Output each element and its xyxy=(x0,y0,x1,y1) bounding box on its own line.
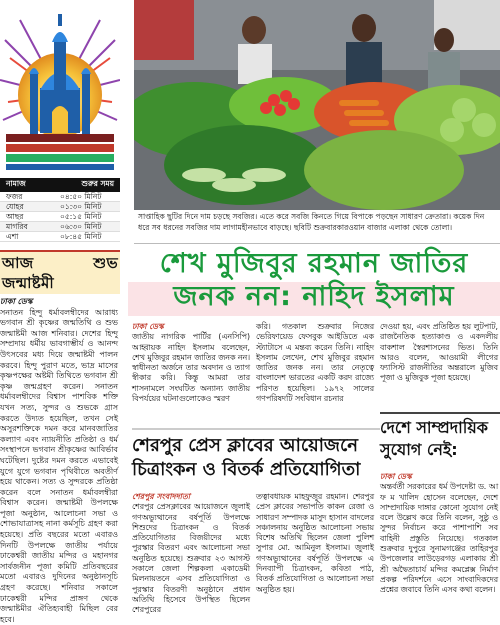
prayer-header-right: শুরুর সময় xyxy=(81,179,114,188)
article-col1-text: জাতীয় নাগরিক পার্টির (এনসিপি) আহ্বায়ক নাহিদ ইসলাম বলেছেন, শেখ মুজিবুর রহমান জাতির জনক নন। স্বাধীনতা অর্জনে তার অবদান ও ত্যাগ স্বীকার করি। কিন্তু আমরা তার শাসনামলে সংঘটিত অন্যান্য জাতীয় বিপর্যয়ের ঘটনাগুলোকেও স্মরণ xyxy=(132,332,250,404)
janmashtami-body: সনাতন হিন্দু ধর্মাবলম্বীদের আরাধ্য ভগবান শ্রী কৃষ্ণের জন্মতিথি ও শুভ জন্মাষ্টমী আজ শনিবার। দেশের হিন্দু সম্প্রদায় ধর্মীয় ভাবগাম্ভীর্য ও আনন্দ উৎসবের মধ্য দিয়ে জন্মাষ্টমী পালন করবে। হিন্দু পুরাণ মতে, ভাদ্র মাসের কৃষ্ণপক্ষের অষ্টমী তিথিতে ভগবান শ্রী কৃষ্ণ জন্মগ্রহণ করেন। সনাতন ধর্মাবলম্বীদের বিশ্বাস পাশবিক শক্তি যখন সত্য, সুন্দর ও শুভকে গ্রাস করতে উদ্যত হয়েছিল, তখন সেই অসুরশক্তিকে দমন করে মানবজাতির কল্যাণ এবং ন্যায়নীতি প্রতিষ্ঠা ও ধর্ম সংস্থাপনে ভগবান শ্রীকৃষ্ণের আবির্ভাব ঘটেছিল। দুষ্টের দমন করতে এভাবেই যুগে যুগে ভগবান পৃথিবীতে অবতীর্ণ হয়ে থাকেন। সত্য ও সুন্দরকে প্রতিষ্ঠা করেন বলে সনাতন ধর্মাবলম্বীরা বিশ্বাস করেন। জন্মাষ্টমী উপলক্ষে পূজা অনুষ্ঠান, আলোচনা সভা ও শোভাযাত্রাসহ নানা কর্মসূচি গ্রহণ করা হয়েছে। প্রতি বছরের মতো এবারও দিনটি উপলক্ষে জাতীয় পর্যায়ে ঢাকেশ্বরী জাতীয় মন্দির ও মহানগর সার্বজনীন পূজা কমিটি প্রতিবছরের মতো এবারও দুদিনের অনুষ্ঠানসূচি গ্রহণ করেছে। শনিবার সকালে ঢাকেশ্বরী মন্দির প্রাঙ্গণ থেকে জন্মাষ্টমীর ঐতিহ্যবাহী মিছিল বের হবে। xyxy=(0,307,118,624)
prayer-name: মাগরিব xyxy=(6,222,28,231)
prayer-time: ০৬:৩০ মিনিট xyxy=(60,222,102,231)
prayer-times-header xyxy=(0,178,120,192)
prayer-time: ০১:৩০ মিনিট xyxy=(60,202,102,211)
prayer-name: ফজর xyxy=(6,192,23,201)
article-dateline: ঢাকা ডেস্ক xyxy=(132,322,164,331)
press-club-dateline: শেরপুর সংবাদদাতা xyxy=(132,492,191,501)
prayer-time: ০৮:৪৫ মিনিট xyxy=(60,232,102,241)
prayer-row xyxy=(0,232,120,242)
prayer-times-table xyxy=(0,178,120,248)
janmashtami-title[interactable]: আজ শুভ জন্মাষ্টমী xyxy=(0,250,120,294)
article-column-2: করি। গতকাল শুক্রবার নিজের ভেরিফায়েড ফেসবুক আইডিতে এক স্ট্যাটাসে এ মন্তব্য করেন তিনি। নাহিদ ইসলাম লেখেন, শেখ মুজিবুর রহমান জাতির জনক নন। তার নেতৃত্বে বাংলাদেশ ভারতের একটি করদ রাজ্যে পরিণত হয়েছিল। ১৯৭২ সালের গণপরিষদটি সংবিধান রচনার xyxy=(256,322,374,404)
prayer-row xyxy=(0,212,120,222)
prayer-row xyxy=(0,202,120,212)
press-club-column-1 xyxy=(132,492,250,616)
prayer-name: যোহর xyxy=(6,202,24,211)
prayer-time: ০৪:৫০ মিনিট xyxy=(60,192,102,201)
prayer-name: আছর xyxy=(6,212,24,221)
press-club-column-2: তত্বাবধায়ক মাহফুজুর রহমান। শেরপুর প্রেস ক্লাবের সভাপতি কাকন রেজা ও সাধারণ সম্পাদক মাসুদ হাসান বাদলের সঞ্চালনায় অনুষ্ঠিত আলোচনা সভায় বিশেষ অতিথি ছিলেন জেলা পুলিশ সুপার মো. আমিনুল ইসলাম। জুলাই গণঅভ্যুত্থানের বর্ষপূর্তি উপলক্ষে এ দিনব্যাপী চিত্রাংকন, কবিতা পাঠ, বিতর্ক প্রতিযোগিতা ও আলোচনা সভা অনুষ্ঠিত হয়। xyxy=(256,492,374,594)
prayer-time: ০৫:১৫ মিনিট xyxy=(60,212,102,221)
prayer-row xyxy=(0,192,120,202)
prayer-name: এশা xyxy=(6,232,19,241)
communal-story-column xyxy=(380,472,498,596)
article-column-1 xyxy=(132,322,250,422)
communal-headline[interactable]: দেশে সাম্প্রদায়িক সুযোগ নেই: xyxy=(380,412,500,461)
press-club-headline[interactable]: শেরপুর প্রেস ক্লাবের আয়োজনে চিত্রাংকন ও বিতর্ক প্রতিযোগিতা xyxy=(132,428,380,482)
communal-body: অন্তর্বর্তী সরকারের ধর্ম উপদেষ্টা ড. আ ফ ম খালিদ হোসেন বলেছেন, দেশে সাম্প্রদায়িক দাঙ্গার কোনো সুযোগ নেই বলে উল্লেখ করে তিনি বলেন, সুষ্ঠু ও সুন্দর নির্বাচন করে পাশাপাশি সব বাহিনী প্রস্তুতি নিয়েছে। গতকাল শুক্রবার দুপুরে সুনামগঞ্জের তাহিরপুর উপজেলার লাউড়েরগড় এলাকায় শ্রী শ্রী অদ্বৈতাচার্য মন্দির কমপ্লেক্স নির্মাণ প্রকল্প পরিদর্শনে এসে সাংবাদিকদের প্রশ্নের জবাবে তিনি এসব কথা বলেন। xyxy=(380,482,498,595)
mosque-logo-icon xyxy=(0,0,120,178)
janmashtami-story[interactable] xyxy=(0,250,120,624)
main-headline[interactable]: শেখ মুজিবুর রহমান জাতির জনক নন: নাহিদ ইসলাম xyxy=(159,248,469,312)
janmashtami-dateline: ঢাকা ডেস্ক xyxy=(0,297,33,306)
prayer-header-left: নামাজ xyxy=(6,179,26,188)
prayer-row xyxy=(0,222,120,232)
photo-caption: সাপ্তাহিক ছুটির দিনে দাম চড়ছে সবজির। এতে করে সবজি কিনতে গিয়ে বিপাকে পড়ছেন সাধারণ ক্রেতারা। কয়েক দিন ধরে সব ধরনের সবজির দাম লাগামহীনভাবে বাড়ছে। ছবিটি শুক্রবারকারওয়ান বাজার এলাকা থেকে তোলা। xyxy=(134,210,500,244)
press-club-col1-text: শেরপুর প্রেসক্লাবের আয়োজনে জুলাই গণঅভ্যুত্থানের বর্ষপূর্তি উপলক্ষে শিশুদের চিত্রাংকন ও বিতর্ক প্রতিযোগিতার বিজয়ীদের মধ্যে পুরস্কার বিতরণ এবং আলোচনা সভা অনুষ্ঠিত হয়েছে। শুক্রবার ২৩ আগস্ট সকালে জেলা শিল্পকলা একাডেমী মিলনায়তনে এসব প্রতিযোগিতা ও পুরস্কার বিতরণী অনুষ্ঠানে প্রধান অতিথি হিসেবে উপস্থিত ছিলেন শেরপুরের xyxy=(132,502,250,615)
article-column-3: দেওয়া হয়, এবং প্রতিষ্ঠিত হয় লুটপাট, রাজনৈতিক হত্যাকাণ্ড ও একদলীয় বাকশাল স্বৈরশাসনের ভিত। তিনি আরও বলেন, আওয়ামী লীগের ফ্যাসিস্ট রাজনীতির অন্তরালে মুজিব পূজা ও মুজিবুক পূজা হয়েছে। xyxy=(380,322,498,383)
market-vegetables-photo xyxy=(134,0,500,210)
communal-dateline: ঢাকা ডেস্ক xyxy=(380,472,412,481)
